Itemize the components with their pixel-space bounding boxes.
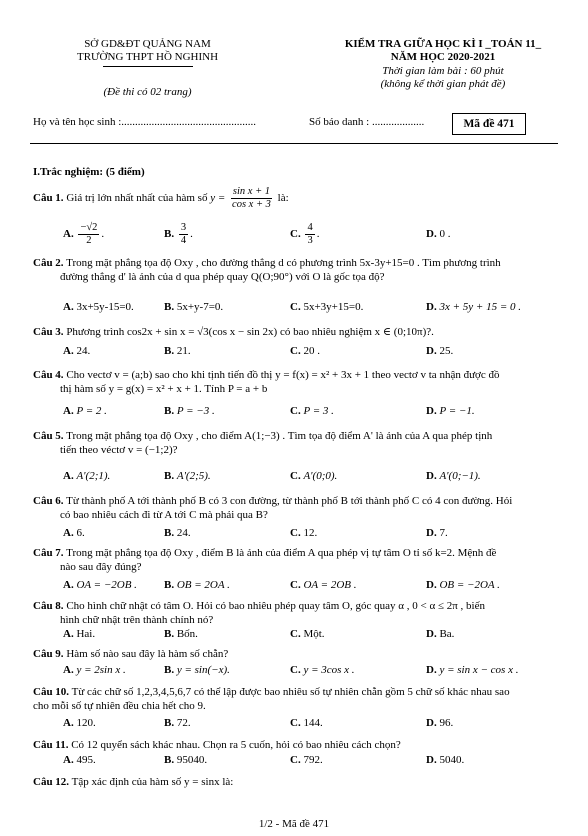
answer-a[interactable]: A. Hai.	[63, 628, 96, 640]
function-fraction: $\frac{\text{sin x + 1}}{\text{cos x + 3}}$	[232, 186, 271, 210]
question-11: Câu 11. Có 12 quyển sách khác nhau. Chọn ra 5 cuốn, hỏi có bao nhiêu cách chọn?	[33, 739, 401, 751]
header-divider	[30, 143, 558, 144]
question-5: Câu 5. Trong mặt phẳng tọa độ Oxy , cho điểm A(1;−3) . Tìm tọa độ điểm A' là ảnh của A qua phép tịnh tiến theo véctơ v = (−1;2)?	[33, 430, 493, 456]
answer-d[interactable]: D. 25.	[426, 345, 454, 357]
answer-c[interactable]: C. 144.	[290, 717, 323, 729]
question-7: Câu 7. Trong mặt phẳng tọa độ Oxy , điểm B là ảnh của điểm A qua phép vị tự tâm O tỉ số k=2. Mệnh đề nào sau đây đúng?	[33, 547, 497, 573]
question-label: Câu 1.	[33, 192, 64, 205]
answer-d[interactable]: D. 3x + 5y + 15 = 0 .	[426, 301, 521, 313]
question-8: Câu 8. Cho hình chữ nhật có tâm O. Hỏi có bao nhiêu phép quay tâm O, góc quay α , 0 < α ≤ 2π , biến hình chữ nhật trên thành chính nó?	[33, 600, 485, 626]
exam-duration-note: (không kể thời gian phát đề)	[380, 78, 506, 90]
question-1: Câu 1. Giá trị lớn nhất nhất của hàm số y = $\frac{\text{sin x + 1}}{\text{cos x + 3}}$ là:	[33, 186, 289, 210]
question-9: Câu 9. Hàm số nào sau đây là hàm số chẵn?	[33, 648, 229, 660]
answer-b[interactable]: B. 95040.	[164, 754, 208, 766]
exam-title: KIỂM TRA GIỮA HỌC KÌ I _TOÁN 11_	[344, 38, 542, 50]
answer-b[interactable]: B. y = sin(−x).	[164, 664, 230, 676]
header-underline-left	[103, 66, 193, 67]
exam-code: Mã đề 471	[463, 118, 515, 130]
answer-b[interactable]: B. A'(2;5).	[164, 470, 211, 482]
answer-d[interactable]: D. y = sin x − cos x .	[426, 664, 519, 676]
department-name: SỞ GD&ĐT QUẢNG NAM	[84, 38, 211, 50]
answer-b[interactable]: B. OB = 2OA .	[164, 579, 230, 591]
answer-d[interactable]: D. A'(0;−1).	[426, 470, 481, 482]
answer-a[interactable]: A. $\frac{-√2}{2}$ .	[63, 222, 105, 246]
answer-b[interactable]: B. 21.	[164, 345, 191, 357]
answer-a[interactable]: A. OA = −2OB .	[63, 579, 137, 591]
question-3: Câu 3. Phương trình cos2x + sin x = √3(cos x − sin 2x) có bao nhiêu nghiệm x ∈ (0;10π)?.	[33, 326, 434, 338]
answer-c[interactable]: C. OA = 2OB .	[290, 579, 357, 591]
student-id-field: Số báo danh : ...................	[309, 116, 425, 128]
section-title: I.Trắc nghiệm: (5 điểm)	[33, 166, 145, 178]
answer-b[interactable]: B. $\frac{3}{4}$ .	[164, 222, 193, 246]
answer-c[interactable]: C. 5x+3y+15=0.	[290, 301, 364, 313]
exam-duration: Thời gian làm bài : 60 phút	[382, 65, 504, 77]
answer-d[interactable]: D. Ba.	[426, 628, 455, 640]
question-10: Câu 10. Từ các chữ số 1,2,3,4,5,6,7 có thể lập được bao nhiêu số tự nhiên chẵn gồm 5 chữ số khác nhau sao cho mỗi số tự nhiên đều chia hết cho 9.	[33, 686, 510, 712]
answer-a[interactable]: A. y = 2sin x .	[63, 664, 126, 676]
answer-b[interactable]: B. 5x+y-7=0.	[164, 301, 224, 313]
answer-a[interactable]: A. 6.	[63, 527, 85, 539]
answer-a[interactable]: A. P = 2 .	[63, 405, 107, 417]
question-4: Câu 4. Cho vectơ v = (a;b) sao cho khi tịnh tiến đồ thị y = f(x) = x² + 3x + 1 theo vectơ v ta nhận được đồ thị hàm số y = g(x) = x² + x + 1. Tính P = a + b	[33, 369, 500, 395]
answer-d[interactable]: D. 96.	[426, 717, 454, 729]
school-year: NĂM HỌC 2020-2021	[390, 51, 496, 63]
answer-a[interactable]: A. 495.	[63, 754, 96, 766]
answer-d[interactable]: D. OB = −2OA .	[426, 579, 500, 591]
question-12: Câu 12. Tập xác định của hàm số y = sinx là:	[33, 776, 234, 788]
answer-a[interactable]: A. 24.	[63, 345, 91, 357]
answer-a[interactable]: A. 3x+5y-15=0.	[63, 301, 134, 313]
question-6: Câu 6. Từ thành phố A tới thành phố B có 3 con đường, từ thành phố B tới thành phố C có 4 con đường. Hỏi có bao nhiêu cách đi từ A tới C mà phải qua B?	[33, 495, 513, 521]
answer-b[interactable]: B. Bốn.	[164, 628, 198, 640]
answer-b[interactable]: B. 72.	[164, 717, 191, 729]
answer-d[interactable]: D. 0 .	[426, 228, 451, 240]
question-2: Câu 2. Trong mặt phẳng tọa độ Oxy , cho đường thẳng d có phương trình 5x-3y+15=0 . Tìm phương trình đường thẳng d' là ảnh của d qua phép quay Q(O;90°) với O là gốc tọa độ?	[33, 257, 501, 283]
answer-c[interactable]: C. 20 .	[290, 345, 320, 357]
answer-d[interactable]: D. P = −1.	[426, 405, 475, 417]
answer-b[interactable]: B. 24.	[164, 527, 191, 539]
student-name-field: Họ và tên học sinh :.................................................	[33, 116, 257, 128]
answer-c[interactable]: C. 792.	[290, 754, 323, 766]
school-name: TRƯỜNG THPT HỒ NGHINH	[76, 51, 219, 63]
answer-c[interactable]: C. A'(0;0).	[290, 470, 338, 482]
answer-d[interactable]: D. 5040.	[426, 754, 465, 766]
page-footer: 1/2 - Mã đề 471	[258, 818, 330, 830]
answer-c[interactable]: C. Một.	[290, 628, 325, 640]
answer-c[interactable]: C. 12.	[290, 527, 318, 539]
answer-d[interactable]: D. 7.	[426, 527, 448, 539]
answer-a[interactable]: A. 120.	[63, 717, 96, 729]
question-text: Giá trị lớn nhất nhất của hàm số	[66, 192, 208, 205]
answer-b[interactable]: B. P = −3 .	[164, 405, 215, 417]
answer-c[interactable]: C. $\frac{4}{3}$ .	[290, 222, 320, 246]
answer-a[interactable]: A. A'(2;1).	[63, 470, 111, 482]
answer-c[interactable]: C. P = 3 .	[290, 405, 334, 417]
pages-note: (Đề thi có 02 trang)	[103, 86, 192, 98]
exam-code-box	[452, 113, 526, 135]
answer-c[interactable]: C. y = 3cos x .	[290, 664, 355, 676]
